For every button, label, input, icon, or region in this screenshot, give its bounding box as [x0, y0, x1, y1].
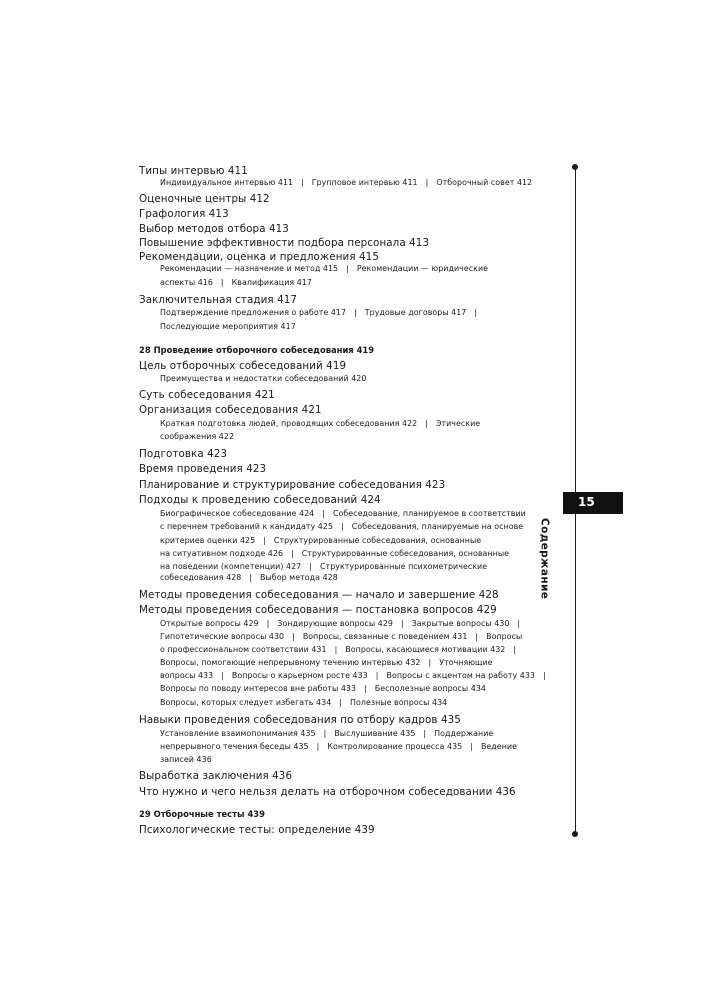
- separator: |: [354, 308, 357, 317]
- toc-subentry: Уточняющие: [439, 658, 493, 667]
- separator: |: [425, 419, 428, 428]
- toc-subentry: Бесполезные вопросы 434: [374, 684, 486, 693]
- separator: |: [309, 562, 312, 571]
- separator: |: [301, 178, 304, 187]
- toc-subentry-line: [160, 742, 517, 751]
- rule-top-dot: [572, 164, 578, 170]
- toc-entry: Заключительная стадия 417: [139, 294, 298, 306]
- toc-subentry: Последующие мероприятия 417: [160, 322, 296, 331]
- toc-entry: Выработка заключения 436: [139, 770, 293, 782]
- toc-subentry: Выбор метода 428: [260, 573, 338, 582]
- side-label-text: Содержание: [538, 518, 551, 600]
- toc-subentry-line: [160, 619, 528, 628]
- toc-subentry: Вопросы, касающиеся мотивации 432: [345, 645, 506, 654]
- toc-entry: Рекомендации, оценка и предложения 415: [139, 251, 379, 263]
- toc-subentry: вопросы 433: [160, 671, 214, 680]
- separator: |: [341, 522, 344, 531]
- separator: |: [316, 742, 320, 751]
- toc-entry: Подготовка 423: [139, 448, 228, 460]
- toc-subentry-line: [160, 322, 296, 331]
- toc-subentry: Подтверждение предложения о работе 417: [160, 308, 347, 317]
- toc-subentry-line: [160, 308, 485, 317]
- toc-subentry: собеседования 428: [160, 573, 242, 582]
- toc-subentry: Поддержание: [434, 729, 494, 738]
- toc-subentry: Собеседование, планируемое в соответствии: [332, 509, 526, 518]
- separator: |: [292, 632, 295, 641]
- toc-subentry: с перечнем требований к кандидату 425: [160, 522, 334, 531]
- toc-subentry: Этические: [435, 419, 481, 428]
- toc-subentry: Индивидуальное интервью 411: [160, 178, 294, 187]
- toc-subentry: Структурированные психометрические: [319, 562, 488, 571]
- toc-subentry: Выслушивание 435: [334, 729, 416, 738]
- toc-entry: Планирование и структурирование собеседования 423: [139, 479, 446, 491]
- separator: |: [249, 573, 253, 582]
- toc-subentry: непрерывного течения беседы 435: [160, 742, 309, 751]
- toc-subentry-line: [160, 536, 481, 545]
- page-number-box: [563, 492, 623, 514]
- toc-subentry: критериев оценки 425: [160, 536, 256, 545]
- toc-subentry: Рекомендации — юридические: [356, 264, 489, 273]
- separator: |: [474, 308, 478, 317]
- separator: |: [221, 671, 224, 680]
- toc-entry: Навыки проведения собеседования по отбору кадров 435: [139, 714, 461, 726]
- section-side-label: [538, 518, 595, 600]
- toc-subentry: Вопросы: [486, 632, 523, 641]
- toc-subentry-line: [160, 509, 526, 518]
- toc-subentry: Краткая подготовка людей, проводящих собеседования 422: [160, 419, 418, 428]
- separator: |: [220, 278, 224, 287]
- toc-subentry: Вопросы, помогающие непрерывному течению интервью 432: [160, 658, 421, 667]
- rule-bottom-dot: [572, 831, 578, 837]
- toc-subentry: Вопросы, которых следует избегать 434: [160, 698, 332, 707]
- toc-subentry: Преимущества и недостатки собеседований 420: [160, 374, 367, 383]
- separator: |: [423, 729, 427, 738]
- toc-entry: Психологические тесты: определение 439: [139, 824, 375, 836]
- toc-subentry: Квалификация 417: [231, 278, 312, 287]
- separator: |: [364, 684, 367, 693]
- toc-subentry: записей 436: [160, 755, 212, 764]
- toc-entry: Методы проведения собеседования — постановка вопросов 429: [139, 604, 497, 616]
- chapter-heading: 28 Проведение отборочного собеседования 419: [139, 345, 375, 355]
- toc-subentry: Полезные вопросы 434: [350, 698, 448, 707]
- separator: |: [375, 671, 379, 680]
- separator: |: [475, 632, 479, 641]
- toc-entry: Суть собеседования 421: [139, 389, 275, 401]
- toc-subentry: Трудовые договоры 417: [364, 308, 467, 317]
- toc-subentry-line: [160, 755, 212, 764]
- toc-entry: Графология 413: [139, 208, 229, 220]
- toc-subentry: Открытые вопросы 429: [160, 619, 259, 628]
- toc-entry: Время проведения 423: [139, 463, 267, 475]
- toc-subentry-line: [160, 549, 509, 558]
- toc-subentry-line: [160, 658, 493, 667]
- toc-entry: Организация собеседования 421: [139, 404, 322, 416]
- toc-subentry: Вопросы по поводу интересов вне работы 433: [160, 684, 357, 693]
- separator: |: [513, 645, 517, 654]
- toc-subentry: Установление взаимопонимания 435: [160, 729, 316, 738]
- toc-subentry-line: [160, 698, 447, 707]
- separator: |: [346, 264, 349, 273]
- toc-entry: Подходы к проведению собеседований 424: [139, 494, 381, 506]
- toc-subentry-line: [160, 729, 493, 738]
- separator: |: [323, 729, 327, 738]
- toc-subentry: Структурированные собеседования, основанные: [273, 536, 482, 545]
- separator: |: [263, 536, 266, 545]
- toc-subentry-line: [160, 432, 234, 441]
- toc-entry: Цель отборочных собеседований 419: [139, 360, 347, 372]
- page-number: 15: [578, 495, 595, 509]
- toc-subentry: на поведении (компетенции) 427: [160, 562, 302, 571]
- toc-subentry-line: [160, 684, 486, 693]
- toc-subentry-line: [160, 264, 488, 273]
- separator: |: [266, 619, 270, 628]
- toc-subentry-line: [160, 632, 522, 641]
- toc-entry: Типы интервью 411: [139, 165, 248, 177]
- toc-subentry: Гипотетические вопросы 430: [160, 632, 285, 641]
- toc-entry: Выбор методов отбора 413: [139, 223, 289, 235]
- toc-subentry-line: [160, 178, 532, 187]
- toc-subentry-line: [160, 645, 524, 654]
- toc-subentry: Структурированные собеседования, основанные: [301, 549, 510, 558]
- toc-subentry: соображения 422: [160, 432, 235, 441]
- toc-subentry: Ведение: [480, 742, 518, 751]
- toc-subentry: Рекомендации — назначение и метод 415: [160, 264, 339, 273]
- toc-subentry: Зондирующие вопросы 429: [277, 619, 393, 628]
- toc-entry: Повышение эффективности подбора персонала 413: [139, 237, 430, 249]
- toc-entry: Что нужно и чего нельзя делать на отборочном собеседовании 436: [139, 786, 516, 798]
- toc-subentry: Собеседования, планируемые на основе: [351, 522, 524, 531]
- toc-subentry: Контролирование процесса 435: [327, 742, 463, 751]
- toc-subentry: Вопросы о карьерном росте 433: [231, 671, 368, 680]
- toc-subentry: Закрытые вопросы 430: [411, 619, 510, 628]
- separator: |: [334, 645, 338, 654]
- toc-subentry-line: [160, 374, 366, 383]
- separator: |: [291, 549, 294, 558]
- separator: |: [543, 671, 546, 680]
- separator: |: [322, 509, 325, 518]
- chapter-heading: 29 Отборочные тесты 439: [139, 809, 265, 819]
- toc-subentry: Групповое интервью 411: [311, 178, 418, 187]
- separator: |: [339, 698, 342, 707]
- separator: |: [517, 619, 521, 628]
- toc-subentry: Биографическое собеседование 424: [160, 509, 315, 518]
- separator: |: [400, 619, 404, 628]
- separator: |: [425, 178, 429, 187]
- toc-subentry-line: [160, 671, 554, 680]
- toc-entry: Методы проведения собеседования — начало и завершение 428: [139, 589, 499, 601]
- toc-subentry-line: [160, 278, 312, 287]
- toc-subentry: Вопросы, связанные с поведением 431: [302, 632, 468, 641]
- toc-subentry: аспекты 416: [160, 278, 213, 287]
- toc-subentry-line: [160, 573, 338, 582]
- toc-subentry: на ситуативном подходе 426: [160, 549, 284, 558]
- toc-subentry: Вопросы с акцентом на работу 433: [386, 671, 535, 680]
- toc-subentry: о профессиональном соответствии 431: [160, 645, 327, 654]
- toc-subentry-line: [160, 522, 523, 531]
- toc-subentry-line: [160, 419, 480, 428]
- separator: |: [428, 658, 432, 667]
- toc-entry: Оценочные центры 412: [139, 193, 270, 205]
- toc-subentry-line: [160, 562, 487, 571]
- separator: |: [470, 742, 473, 751]
- toc-subentry: Отборочный совет 412: [436, 178, 533, 187]
